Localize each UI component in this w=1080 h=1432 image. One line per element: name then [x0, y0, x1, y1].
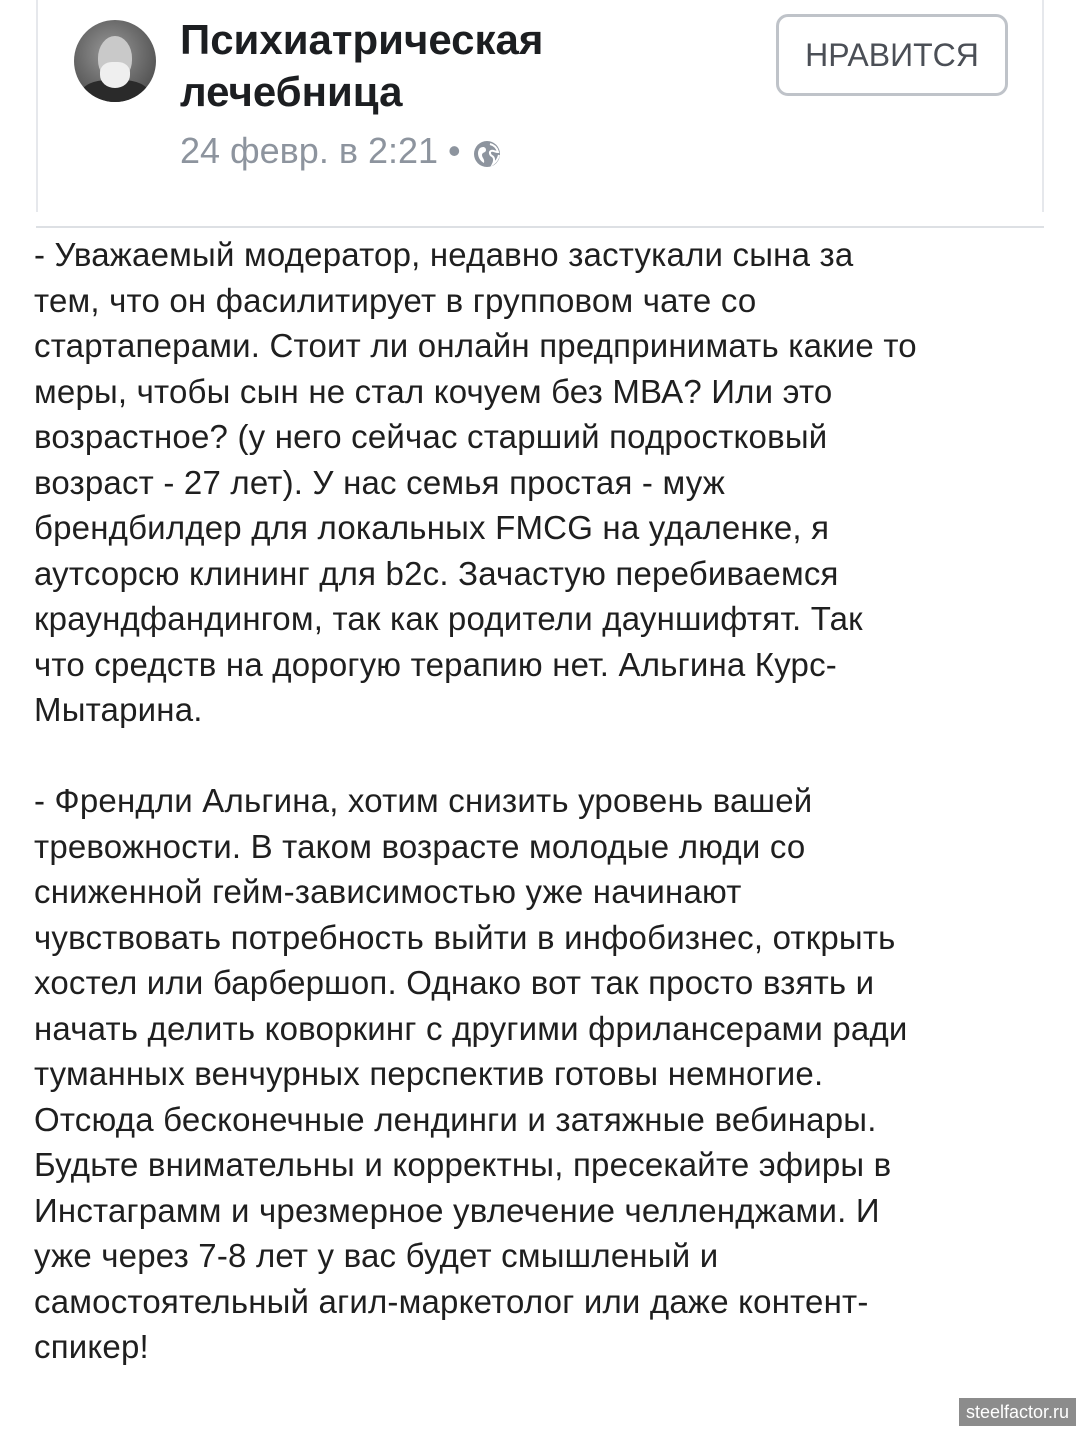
post-timestamp[interactable]: 24 февр. в 2:21 — [180, 130, 439, 171]
post-paragraph-answer: - Френдли Альгина, хотим снизить уровень вашей тревожности. В таком возрасте молодые люди со сниженной гейм-зависимостью уже начинают чувствовать потребность выйти в инфобизнес, открыть хостел или барбершоп. Однако вот так просто взять и начать делить коворкинг с другими фрилансерами ради туманных венчурных перспектив готовы немногие. Отсюда бесконечные лендинги и затяжные вебинары. Будьте внимательны и корректны, пресекайте эфиры в Инстаграмм и чрезмерное увлечение челленджами. И уже через 7-8 лет у вас будет смышленый и самостоятельный агил-маркетолог или даже контент- спикер! — [34, 782, 908, 1365]
post-paragraph-question: - Уважаемый модератор, недавно застукали сына за тем, что он фасилитирует в групповом чате со стартаперами. Стоит ли онлайн предпринимать какие то меры, чтобы сын не стал кочуем без МВА? Или это возрастное? (у него сейчас старший подростковый возраст - 27 лет). У нас семья простая - муж брендбилдер для локальных FMCG на удаленке, я аутсорсю клининг для b2c. Зачастую перебиваемся краундфандингом, так как родители дауншифтят. Так что средств на дорогую терапию нет. Альгина Курс- Мытарина. — [34, 236, 917, 728]
meta-separator: • — [448, 130, 461, 171]
post-body — [34, 232, 1064, 1370]
avatar-beard — [100, 62, 130, 88]
page-name-link[interactable]: Психиатрическая лечебница — [180, 16, 544, 115]
post-meta — [180, 128, 503, 174]
like-page-button[interactable]: НРАВИТСЯ — [776, 14, 1008, 96]
site-watermark: steelfactor.ru — [959, 1398, 1076, 1426]
globe-icon[interactable] — [471, 135, 503, 167]
page-avatar[interactable] — [74, 20, 156, 102]
header-divider — [36, 226, 1044, 228]
